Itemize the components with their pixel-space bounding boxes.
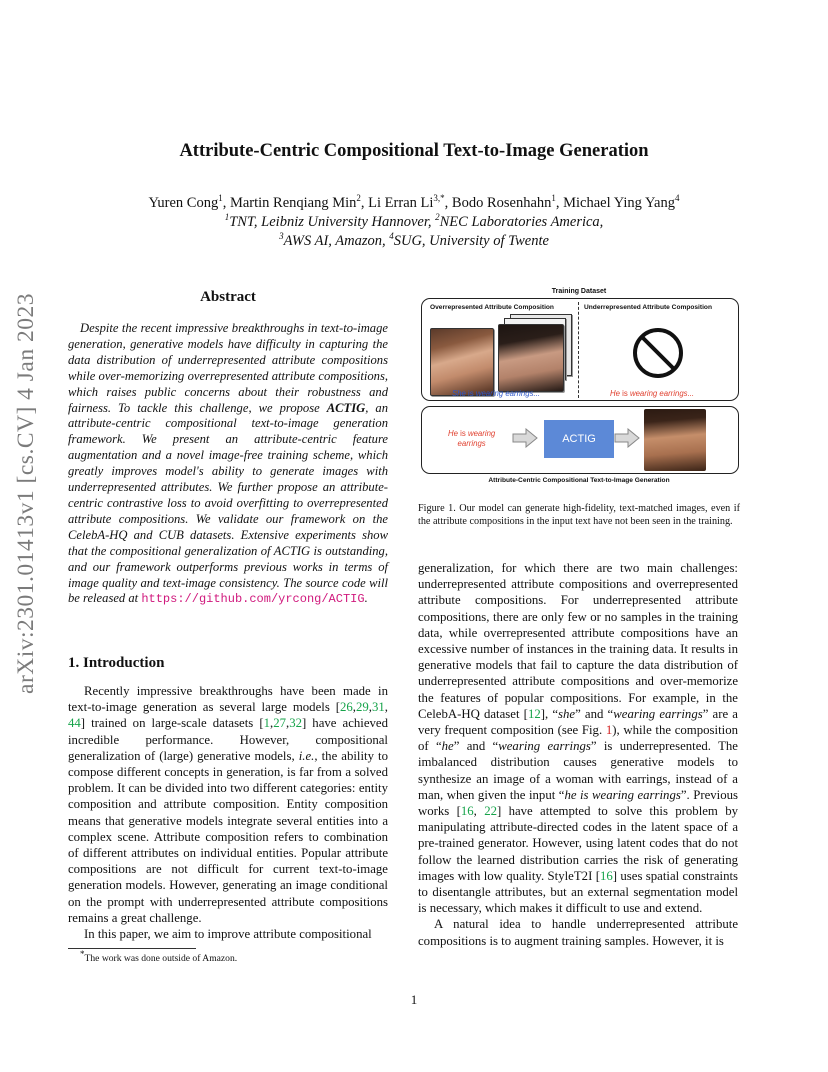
text-run: ] have achieved incredible performance. However, compositional generalization of (large) generative models, (68, 716, 388, 763)
affil-sup: 4 (389, 231, 394, 242)
citation-link[interactable]: 26 (340, 700, 353, 715)
affil-sup: 2 (435, 212, 440, 223)
text-run: ] have attempted to solve this problem by manipulating attribute-directed codes in the latent space of a pre-trained generator. However, using latent codes that do not follow the learned distribution carries the risk of generating images with low quality. StyleT2I [ (418, 804, 739, 883)
citation-link[interactable]: 29 (356, 700, 369, 715)
author-name: Bodo Rosenhahn (451, 195, 552, 211)
intro-right-column (418, 560, 738, 949)
generated-face-photo (644, 409, 706, 471)
input-text-line-1 (448, 429, 495, 439)
author-name: Michael Ying Yang (563, 195, 675, 211)
abstract-part: , an attribute-centric compositional text-to-image generation framework. We present an attribute-centric feature augmentation and a novel image-free training scheme, which greatly improves model's ability to generate images with underrepresented attributes. We further propose an attribute-centric contrastive loss to avoid overfitting to overrepresented attribute compositions. We validate our framework on the CelebA-HQ and CUB datasets. Extensive experiments show that the compositional generalization of ACTIG is outstanding, and our framework outperforms previous works in terms of image quality and text-image consistency. The source code will be released at (68, 400, 389, 606)
input-text (448, 429, 495, 449)
author-sup: 2 (356, 193, 361, 204)
text-run: ” and “ (575, 706, 614, 721)
caption-subject: He (448, 429, 458, 438)
author-sup: 4 (674, 193, 680, 204)
overrepresented-caption (452, 389, 540, 398)
text-run: , the ability to compose different concepts in generation, is far from a solved problem. It can be divided into two different categories: entity composition and attribute composition. Entity composition means that generative models integrate several entities into a complex scene. Attribute composition refers to combination of different attributes on individual entities. Popular attribute compositions are not difficult for current text-to-image generation models. However, generating an image conditional on the prompt with underrepresented attribute compositions remains a great challenge. (68, 748, 388, 925)
affiliation-line-1 (0, 213, 828, 232)
footnote-mark: * (80, 948, 85, 959)
page-number: 1 (410, 992, 418, 1007)
citation-link[interactable]: 16 (599, 868, 613, 883)
text-run: , (286, 716, 290, 731)
underrepresented-label: Underrepresented Attribute Composition (584, 304, 712, 311)
arrow-icon (614, 428, 640, 448)
footnote-rule (68, 948, 196, 949)
abstract-method-name: ACTIG (326, 400, 366, 415)
figure-training-title: Training Dataset (551, 288, 607, 295)
caption-verb: is (465, 389, 476, 398)
abstract-text (68, 321, 388, 608)
affil-sup: 1 (224, 212, 230, 223)
intro-paragraph-1 (68, 683, 388, 926)
footnote-text: The work was done outside of Amazon. (84, 953, 238, 964)
text-run: ” is underrepresented. The imbalanced distribution causes generative models to synthesize an image of a woman with earrings, instead of a man, when given the input “ (418, 739, 738, 802)
text-run: , (368, 700, 372, 715)
author-name: Martin Renqiang Min (229, 195, 357, 211)
text-run: ” and “ (453, 739, 499, 754)
actig-model-box: ACTIG (544, 420, 614, 458)
text-run: , (270, 716, 274, 731)
emphasis-text: he (441, 739, 454, 754)
caption-verb: is (619, 389, 630, 398)
caption-attribute: wearing earrings... (475, 389, 540, 398)
face-photo (498, 324, 564, 392)
footnote (80, 948, 238, 964)
citation-link[interactable]: 22 (484, 804, 497, 819)
abstract-part: Despite the recent impressive breakthroughs in text-to-image generation, generative models have difficulty in capturing the data distribution of underrepresented attribute compositions while over-memorizing overrepresented attribute compositions, which raises public concerns about their robustness and fairness. To tackle this challenge, we propose (68, 321, 388, 415)
author-sup: 3,* (433, 193, 445, 204)
citation-link[interactable]: 16 (460, 804, 474, 819)
intro-left-column (68, 683, 388, 942)
abstract-heading: Abstract (200, 289, 256, 305)
citation-link[interactable]: 32 (289, 716, 302, 731)
caption-subject: She (452, 389, 466, 398)
caption-attribute: wearing earrings... (629, 389, 695, 398)
affiliation: TNT, Leibniz University Hannover, (229, 214, 436, 230)
intro-paragraph-2-start: In this paper, we aim to improve attribute compositional (84, 927, 372, 942)
affiliation: SUG, University of Twente (393, 233, 549, 249)
text-run: ] uses spatial constraints to disentangle attributes, but an external segmentation model is necessary, which makes it difficult to use and extend. (418, 868, 738, 916)
figure-ref-link[interactable]: 1 (605, 723, 613, 738)
affiliation-line-2 (0, 232, 828, 251)
intro-paragraph-3: A natural idea to handle underrepresented attribute compositions is to augment training samples. However, it is (418, 917, 738, 948)
overrepresented-label: Overrepresented Attribute Composition (430, 304, 554, 311)
author-name: Yuren Cong (148, 195, 219, 211)
author-block (0, 194, 828, 251)
text-run: ”. Previous works [ (418, 787, 738, 819)
generation-title: Attribute-Centric Compositional Text-to-Image Generation (488, 477, 670, 484)
intro-paragraph-2-continued (418, 560, 738, 916)
prohibited-icon (631, 326, 685, 380)
arrow-icon (512, 428, 538, 448)
author-list: Yuren Cong$^1$, Martin Renqiang Min$^2$, Li Erran $Li^{3,*}$, Bodo Rosenhahn$^1$, Michael Ying Yang$^4$ (148, 193, 680, 211)
input-text-line-2: earrings (457, 439, 486, 448)
text-run: ] trained on large-scale datasets [ (80, 716, 264, 731)
text-run: , (352, 700, 356, 715)
figure-1-caption: Figure 1. Our model can generate high-fidelity, text-matched images, even if the attribute compositions in the input text have not been seen in the training. (418, 503, 740, 528)
author-name: Li Erran Li (368, 195, 434, 211)
text-run: , (384, 700, 388, 715)
emphasis-text: he is wearing earrings (564, 787, 681, 802)
text-run: ), while the composition of “ (418, 723, 738, 754)
emphasis-text: wearing earrings (498, 739, 591, 754)
paper-title: Attribute-Centric Compositional Text-to-Image Generation (179, 141, 649, 161)
abstract-part: . (364, 591, 368, 606)
citation-link[interactable]: 44 (68, 716, 81, 731)
affiliation: AWS AI, Amazon, (283, 233, 390, 249)
citation-link[interactable]: 31 (372, 700, 385, 715)
arxiv-stamp: arXiv:2301.01413v1 [cs.CV] 4 Jan 2023 (12, 292, 39, 694)
caption-verb: is (457, 429, 468, 438)
text-run: ], “ (540, 706, 559, 721)
emphasis-text: i.e. (298, 748, 315, 763)
text-run: ” are a very frequent composition (see Fig. (418, 706, 738, 738)
text-run: Recently impressive breakthroughs have been made in text-to-image generation as several large models [ (68, 684, 388, 715)
caption-attribute: wearing (467, 429, 496, 438)
emphasis-text: wearing earrings (613, 706, 703, 721)
section-heading-introduction: 1. Introduction (68, 655, 165, 671)
figure-1 (418, 288, 740, 486)
code-url-link[interactable]: https://github.com/yrcong/ACTIG (141, 592, 365, 607)
caption-subject: He (610, 389, 620, 398)
affiliation: NEC Laboratories America, (439, 214, 604, 230)
citation-link[interactable]: 27 (273, 716, 286, 731)
text-run: , (473, 804, 485, 819)
figure-divider (578, 302, 579, 398)
author-sup: 1 (218, 193, 223, 204)
affil-sup: 3 (279, 231, 284, 242)
text-run: generalization, for which there are two main challenges: underrepresented attribute compositions and overrepresented attribute compositions. For underrepresented attribute compositions, there are only few or no samples in the training data, while overrepresented attribute compositions have an excessive number of instances in the training data. It results in generative models that fail to capture the data distribution of underrepresented attribute compositions and over-memorize the features of popular compositions. For example, in the CelebA-HQ dataset [ (418, 561, 738, 721)
emphasis-text: she (558, 706, 576, 721)
underrepresented-caption (610, 389, 694, 398)
citation-link[interactable]: 1 (263, 716, 270, 731)
citation-link[interactable]: 12 (527, 706, 541, 721)
face-photo (430, 328, 494, 396)
author-sup: 1 (551, 193, 556, 204)
